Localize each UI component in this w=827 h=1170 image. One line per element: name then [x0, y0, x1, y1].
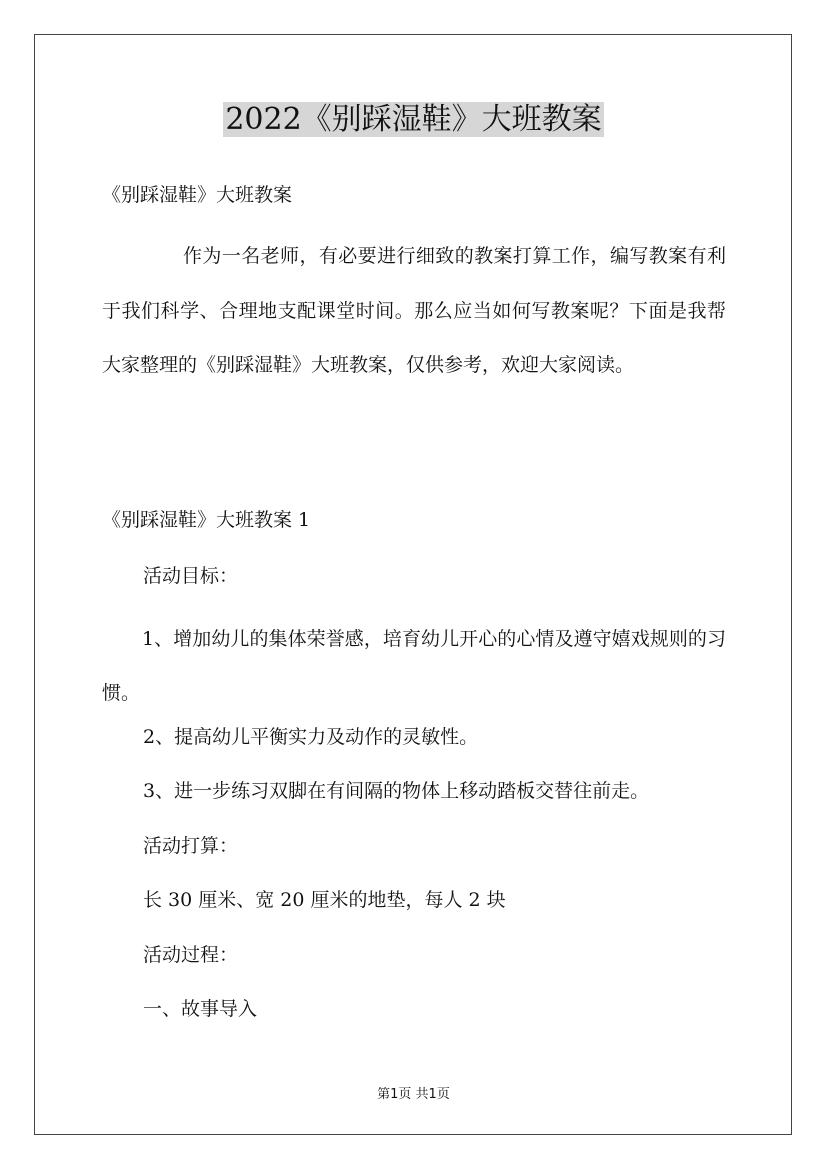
document-title-text: 2022《别踩湿鞋》大班教案 — [225, 102, 602, 137]
intro-paragraph: 作为一名老师，有必要进行细致的教案打算工作，编写教案有利于我们科学、合理地支配课堂时间。那么应当如何写教案呢？下面是我帮大家整理的《别踩湿鞋》大班教案，仅供参考，欢迎大家阅读。 — [102, 245, 726, 376]
document-title — [0, 98, 827, 142]
prep-label: 活动打算： — [143, 835, 239, 857]
process-label: 活动过程： — [143, 944, 239, 966]
section-heading: 《别踩湿鞋》大班教案 1 — [102, 509, 311, 531]
page-footer: 第1页 共1页 — [377, 1087, 450, 1102]
goal-3: 3、进一步练习双脚在有间隔的物体上移动踏板交替往前走。 — [143, 780, 650, 802]
goals-label: 活动目标： — [143, 565, 239, 587]
prep-text: 长 30 厘米、宽 20 厘米的地垫，每人 2 块 — [143, 889, 506, 911]
step-1: 一、故事导入 — [143, 998, 258, 1020]
subtitle: 《别踩湿鞋》大班教案 — [102, 184, 293, 206]
goal-2: 2、提高幼儿平衡实力及动作的灵敏性。 — [143, 726, 479, 748]
goal-1: 1、增加幼儿的集体荣誉感，培育幼儿开心的心情及遵守嬉戏规则的习惯。 — [102, 628, 726, 704]
